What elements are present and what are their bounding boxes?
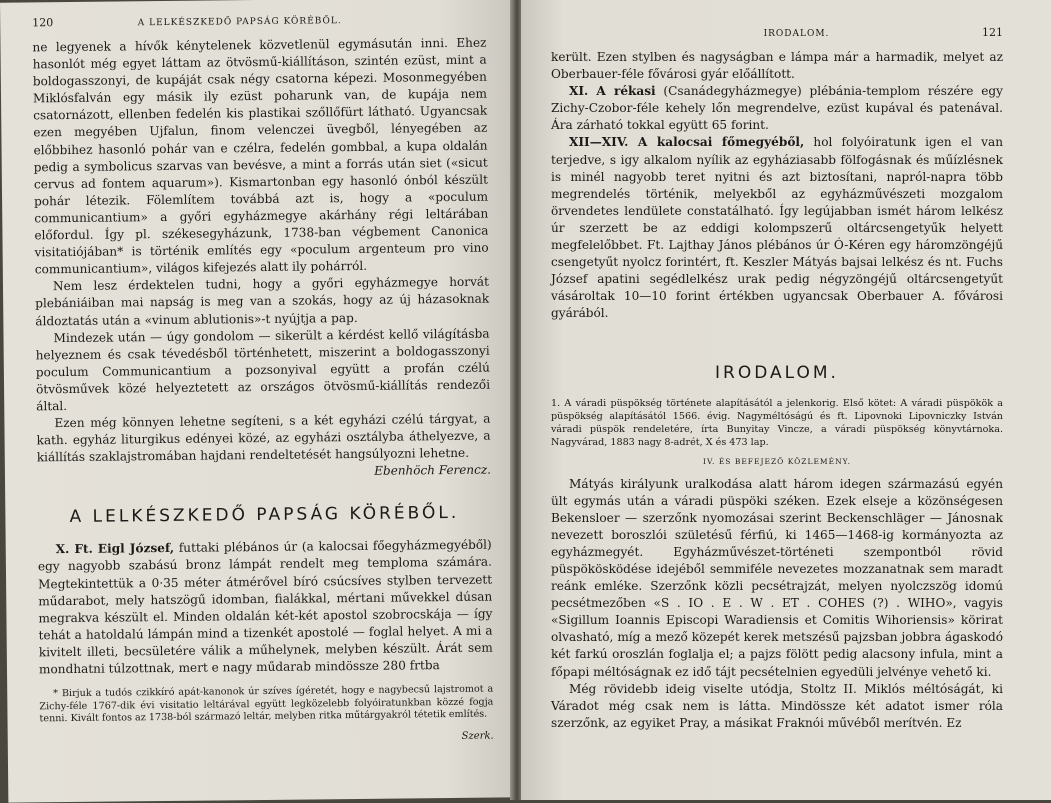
footnote-signature: Szerk. (461, 731, 494, 743)
right-paragraph-1: került. Ezen stylben és nagyságban e lámpa már a harmadik, melyet az Oberbauer-féle fővárosi gyár előállított. (551, 50, 1003, 82)
right-running-title: IRODALOM. (763, 29, 830, 39)
right-page-number: 121 (981, 26, 1003, 39)
right-paragraph-xi (551, 83, 1003, 134)
author-signature: Ebenhöch Ferencz. (374, 462, 492, 479)
bibliography-entry: 1. A váradi püspökség története alapításától a jelenkorig. Első kötet: A váradi püspökök a püspökség alapításától 1566. évig. Nagyméltóságú és ft. Lipovnoki Lipovniczky István váradi püspök rendeletére, írta Bunyitay Vincze, a váradi püspökség könyvtárnoka. Nagyvárad, 1883 nagy 8-adrét, X és 473 lap. (551, 397, 1003, 448)
section-x-lead: X. Ft. Eigl József, (55, 541, 175, 557)
section-xii-text: hol folyóiratunk igen el van terjedve, s igy alkalom nyílik az egyháziasabb fölfogásnak és műízlésnek is minél nagyobb teret nyitni és azt biztosítani, napról-napra több megrendelés történik, melyekből az egyházművészeti mozgalom örvendetes lendülete constatálható. Így legújabban ismét három lelkész úr szerzett be az eddigi kolompszerű oltárcsengetyűk helyett megfelelőbbet. Ft. Lajthay János plébános úr Ó-Kéren egy háromzöngéjű csengetyűt nyolcz forintért, ft. Keszler Mátyás bajsai lelkész és nt. Fuchs József apatini segédlelkész urak pedig négyzöngéjű oltárcsengetyűt vásároltak 10—10 forint értékben ugyancsak Oberbauer A. fővárosi gyárából. (551, 135, 1003, 321)
right-page (521, 0, 1051, 800)
right-paragraph-xii-xiv (551, 134, 1003, 322)
section-xii-lead: XII—XIV. A kalocsai főmegyéből, (569, 135, 805, 150)
left-page-number: 120 (32, 16, 54, 30)
section-xi-text: (Csanádegyházmegye) plébánia-templom részére egy Zichy-Czobor-féle kehely lőn megrendelve, ezüst kupával és patenával. Ára zárható tokkal együtt 65 forint. (551, 84, 1003, 133)
installment-subheading: IV. ÉS BEFEJEZŐ KÖZLEMÉNY. (702, 456, 852, 466)
section-heading-lelkeszkedo: A LELKÉSZKEDŐ PAPSÁG KÖRÉBŐL. (69, 503, 460, 528)
footnote: * Birjuk a tudós czikkíró apát-kanonok úr szíves ígéretét, hogy e nagybecsű lajstromot a Zichy-féle 1767-dik évi visitatio leltárával együtt legközelebb folyóiratunkban közzé fogja tenni. Kivált fontos az 1738-ból származó leltár, melyben ritka műtárgyakról tétetik említés. (39, 683, 494, 725)
section-xi-lead: XI. A rékasi (569, 84, 656, 99)
left-paragraph-1: ne legyenek a hívők kénytelenek közvetlenül egymásután inni. Ehez hasonlót még egyet láttam az ötvösmű-kiállításon, szintén ezüst, mint a boldogasszonyi, de kupáját csak négy csatorna képezi. Mosonmegyében Miklósfalván egy másik ily ezüst poharunk van, de kupája nem csatornázott, ellenben fedelén kis plastikai szőllőfürt látható. Ugyancsak ezen megyében Ujfalun, finom velenczei üvegből, lényegében az előbbihez hasonló pohár van e czélra, fedelén gombbal, a kupa oldalán pedig a symbolicus szarvas van bevésve, a mint a forrás után siet («sicut cervus ad fontem aquarum»). Kismartonban egy hasonló ónból készült pohár létezik. Fölemlítem továbbá azt is, hogy a «poculum communicantium» a győri egyházmegye akárhány régi leltárában előfordul. Így pl. székesegyházunk, 1738-ban végbement Canonica visitatiójában* is történik említés egy «poculum argenteum pro vino communicantium», világos kifejezés alatt ily pohárról. (32, 35, 489, 277)
review-paragraph-1: Mátyás királyunk uralkodása alatt három idegen származású egyén ült egymás után a váradi püspöki széken. Ezek elseje a közönségesen Bekensloer — szerzőnk nyomozásai szerint Beckenschläger — Jánosnak nevezett boroszlói születésű férfiú, ki 1465—1468-ig kormányozta az egyházmegyét. Egyházművészet-történeti szempontból rövid püspökösködése idejéből semmiféle nevezetes mozzanatnak sem maradt reánk emléke. Szerzőnk közli pecsétrajzát, melyen nyolczszög idomú pecsétmezőben «S . IO . E . W . ET . COHES (?) . WIHO», vagyis «Sigillum Ioannis Episcopi Waradiensis et Comitis Wihoriensis» körirat olvasható, míg a mező közepét kerek metszésű pajzsban jobbra ágaskodó két farkú oroszlán foglalja el; a pajzs fölött pedig alacsony infula, mint a főpapi méltóságnak ez idő tájt pecsételnien egyedüli jelvénye vehető ki. (551, 476, 1003, 679)
left-paragraph-2: Nem lesz érdektelen tudni, hogy a győri egyházmegye horvát plebániáiban mai napság is meg van a szokás, hogy az új házasoknak áldoztatás után a «vinum ablutionis»-t nyújtja a pap. (35, 274, 490, 328)
review-paragraph-2: Még rövidebb ideig viselte utódja, Stoltz II. Miklós méltóságát, ki Váradot még csak nem is látta. Mindössze két adatot ismer róla szerzőnk, az egyiket Pray, a másikat Fraknói művéből merítvén. Ez (551, 681, 1003, 730)
section-paragraph-x (38, 537, 493, 678)
section-x-text: futtaki plébános úr (a kalocsai főegyházmegyéből) egy nagyobb szabású bronz lámpát rendelt meg temploma számára. Megtekintettük a 0·35 méter átmérővel bíró csúcsíves stylben tervezett műdarabot, mely hatszögű idomban, fialákkal, mértani művekkel dúsan megrakva készült el. Minden oldalán két-két apostol szobrocskája — így tehát a hatoldalú lámpán mind a tizenkét apostolé — foglal helyet. A mi a kivitelt illeti, becsületére válik a műhelynek, melyben készült. Árát sem mondhatni túlzottnak, mert e nagy műdarab mindössze 280 frtba (37, 537, 493, 677)
left-running-head (32, 12, 486, 30)
left-paragraph-3: Mindezek után — úgy gondolom — sikerült a kérdést kellő világításba helyeznem és csak tévedésből történhetett, miszerint a boldogasszonyi poculum Communicantium a pozsonyival együtt a profán czélú ötvösművek közé helyeztetett az országos ötvösmű-kiállítás rendezői által. (35, 326, 491, 414)
left-page (0, 0, 524, 803)
left-running-title: A LELKÉSZKEDŐ PAPSÁG KÖRÉBŐL. (137, 16, 342, 29)
right-running-head (551, 26, 1003, 39)
left-paragraph-4: Ezen még könnyen lehetne segíteni, s a két egyházi czélú tárgyat, a kath. egyház liturgikus edényei közé, az egyházi osztályba áthelyezve, a kiállítás szaklajstromában hajdani rendeltetését hangsúlyozni lehetne. (36, 411, 491, 465)
section-heading-irodalom: IRODALOM. (715, 362, 839, 383)
